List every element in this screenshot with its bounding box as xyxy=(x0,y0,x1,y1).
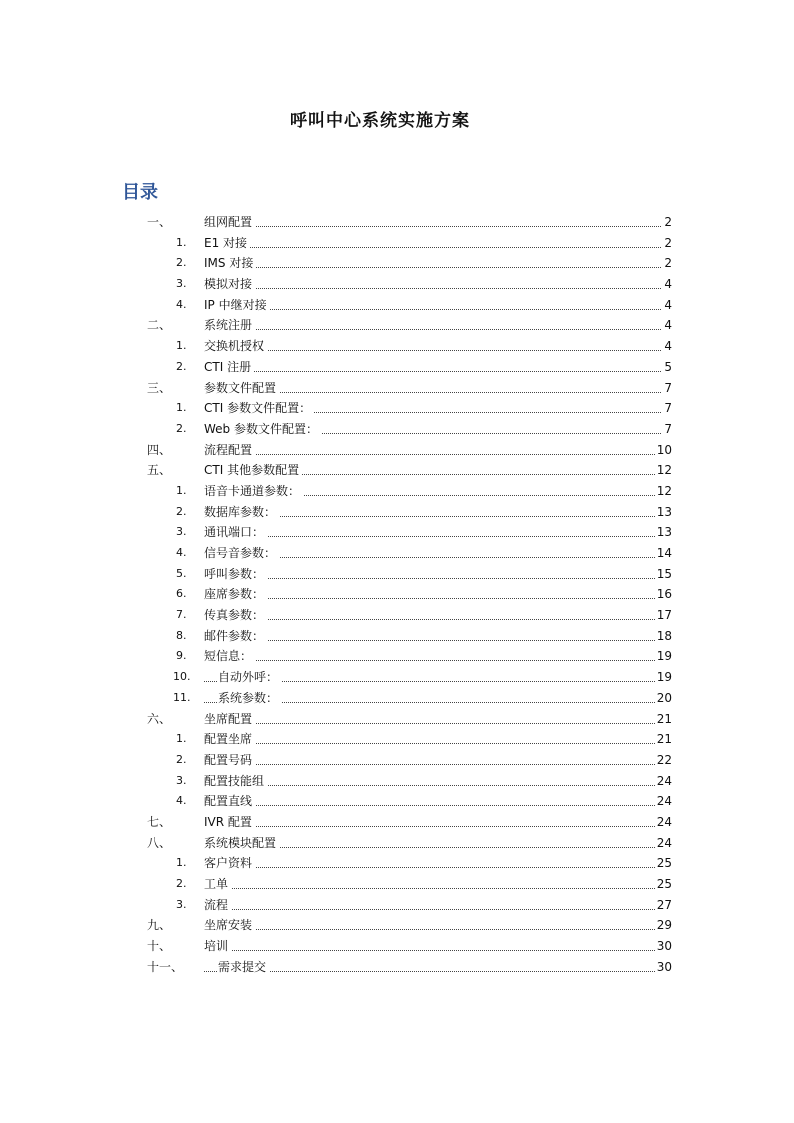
toc-dot-leader xyxy=(204,826,669,827)
toc-entry[interactable] xyxy=(0,729,794,750)
toc-entry[interactable] xyxy=(0,481,794,502)
toc-entry[interactable] xyxy=(0,853,794,874)
toc-entry-number: 1. xyxy=(176,483,187,497)
toc-entry-number: 4. xyxy=(176,794,187,808)
toc-dot-leader xyxy=(204,309,669,310)
toc-entry-number: 11. xyxy=(173,690,191,704)
toc-entry-label[interactable]: 配置技能组 xyxy=(204,771,267,792)
toc-dot-leader xyxy=(204,454,669,455)
toc-entry[interactable] xyxy=(0,833,794,854)
toc-entry-number: 七、 xyxy=(147,814,172,829)
table-of-contents xyxy=(0,212,794,977)
toc-entry-number: 十一、 xyxy=(147,959,184,974)
toc-dot-leader xyxy=(204,805,669,806)
toc-entry-number: 2. xyxy=(176,256,187,270)
toc-entry-label[interactable]: CTI 其他参数配置 xyxy=(204,460,302,481)
toc-entry-page-number: 2 xyxy=(662,253,672,274)
toc-entry-label[interactable]: IVR 配置 xyxy=(204,812,255,833)
toc-entry[interactable] xyxy=(0,460,794,481)
toc-entry-label[interactable]: 语音卡通道参数： xyxy=(204,481,303,502)
toc-entry-page-number: 20 xyxy=(655,688,672,709)
toc-dot-leader xyxy=(204,929,669,930)
toc-dot-leader xyxy=(204,950,669,951)
toc-entry-label[interactable]: 呼叫参数： xyxy=(204,564,267,585)
toc-entry-number: 1. xyxy=(176,235,187,249)
toc-entry[interactable] xyxy=(0,626,794,647)
toc-entry-page-number: 4 xyxy=(662,295,672,316)
toc-entry-page-number: 30 xyxy=(655,957,672,978)
toc-dot-leader xyxy=(204,598,669,599)
toc-entry-number: 10. xyxy=(173,670,191,684)
toc-entry-number: 3. xyxy=(176,277,187,291)
toc-dot-leader xyxy=(204,764,669,765)
toc-dot-leader xyxy=(204,288,669,289)
toc-entry-label[interactable]: 系统参数： xyxy=(218,688,281,709)
toc-entry[interactable] xyxy=(0,336,794,357)
toc-entry-number: 4. xyxy=(176,297,187,311)
toc-entry-number: 2. xyxy=(176,877,187,890)
toc-entry[interactable] xyxy=(0,543,794,564)
toc-entry[interactable] xyxy=(0,378,794,399)
toc-entry-page-number: 7 xyxy=(662,419,672,440)
toc-entry[interactable] xyxy=(0,419,794,440)
toc-dot-leader xyxy=(204,371,669,372)
toc-entry-label[interactable]: CTI 参数文件配置： xyxy=(204,398,314,419)
toc-dot-leader xyxy=(204,660,669,661)
toc-dot-leader xyxy=(204,536,669,537)
toc-entry-page-number: 21 xyxy=(655,709,672,730)
toc-entry[interactable] xyxy=(0,398,794,419)
toc-entry-number: 4. xyxy=(176,546,187,559)
toc-entry-page-number: 12 xyxy=(655,481,672,502)
toc-entry-page-number: 12 xyxy=(655,460,672,481)
toc-entry-page-number: 30 xyxy=(655,936,672,957)
toc-entry-page-number: 10 xyxy=(655,440,672,461)
toc-entry-page-number: 4 xyxy=(662,274,672,295)
toc-entry[interactable] xyxy=(0,584,794,605)
toc-entry-page-number: 2 xyxy=(662,233,672,254)
toc-entry-label[interactable]: 客户资料 xyxy=(204,853,255,874)
toc-entry[interactable] xyxy=(0,895,794,916)
toc-entry-label[interactable]: 系统模块配置 xyxy=(204,833,279,854)
toc-entry[interactable] xyxy=(0,440,794,461)
toc-entry-number: 9. xyxy=(176,649,187,663)
toc-entry-number: 三、 xyxy=(147,380,172,395)
toc-entry[interactable] xyxy=(0,564,794,585)
toc-entry[interactable] xyxy=(0,915,794,936)
toc-entry[interactable] xyxy=(0,957,794,978)
toc-entry-page-number: 19 xyxy=(655,667,672,688)
toc-entry-page-number: 13 xyxy=(655,522,672,543)
toc-entry-page-number: 2 xyxy=(662,212,672,233)
toc-entry-page-number: 24 xyxy=(655,771,672,792)
toc-entry-label[interactable]: 流程 xyxy=(204,895,231,916)
toc-entry[interactable] xyxy=(0,357,794,378)
toc-entry-label[interactable]: 配置号码 xyxy=(204,750,255,771)
toc-entry-number: 3. xyxy=(176,773,187,787)
toc-entry-label[interactable]: 参数文件配置 xyxy=(204,378,279,399)
toc-entry-number: 十、 xyxy=(147,939,172,954)
toc-entry-label[interactable]: 配置直线 xyxy=(204,791,255,812)
toc-entry-page-number: 25 xyxy=(655,874,672,895)
toc-entry-label[interactable]: CTI 注册 xyxy=(204,357,254,378)
toc-entry-page-number: 16 xyxy=(655,584,672,605)
toc-entry[interactable] xyxy=(0,688,794,709)
toc-entry-label[interactable]: 传真参数： xyxy=(204,605,267,626)
toc-dot-leader xyxy=(204,578,669,579)
toc-entry-page-number: 17 xyxy=(655,605,672,626)
toc-entry[interactable] xyxy=(0,502,794,523)
toc-dot-leader xyxy=(204,247,669,248)
toc-dot-leader xyxy=(204,888,669,889)
toc-entry-number: 九、 xyxy=(147,918,172,933)
toc-entry-label[interactable]: 组网配置 xyxy=(204,212,255,233)
toc-entry-number: 3. xyxy=(176,897,187,911)
toc-entry-number: 2. xyxy=(176,504,187,518)
toc-entry-number: 2. xyxy=(176,359,187,373)
toc-dot-leader xyxy=(204,909,669,910)
toc-entry-label[interactable]: Web 参数文件配置： xyxy=(204,419,321,440)
toc-entry-label[interactable]: 交换机授权 xyxy=(204,336,267,357)
toc-entry[interactable] xyxy=(0,667,794,688)
toc-entry-number: 6. xyxy=(176,587,187,601)
toc-dot-leader xyxy=(204,785,669,786)
toc-entry-label[interactable]: 自动外呼： xyxy=(218,667,281,688)
toc-entry-label[interactable]: E1 对接 xyxy=(204,233,250,254)
toc-entry-number: 1. xyxy=(176,732,187,746)
toc-entry-label[interactable]: 短信息： xyxy=(204,646,255,667)
toc-dot-leader xyxy=(204,619,669,620)
toc-entry[interactable] xyxy=(0,233,794,254)
toc-entry-page-number: 4 xyxy=(662,315,672,336)
toc-entry-page-number: 29 xyxy=(655,915,672,936)
toc-dot-leader xyxy=(204,329,669,330)
toc-entry-page-number: 19 xyxy=(655,646,672,667)
toc-entry-number: 八、 xyxy=(147,835,172,850)
toc-entry-number: 一、 xyxy=(147,215,172,229)
toc-entry-page-number: 24 xyxy=(655,791,672,812)
toc-entry[interactable] xyxy=(0,605,794,626)
toc-entry-number: 四、 xyxy=(147,442,172,457)
toc-entry[interactable] xyxy=(0,709,794,730)
toc-entry-label[interactable]: 坐席配置 xyxy=(204,709,255,730)
toc-entry-label[interactable]: 工单 xyxy=(204,874,231,895)
toc-entry[interactable] xyxy=(0,295,794,316)
document-title: 呼叫中心系统实施方案 xyxy=(290,111,470,131)
toc-entry-page-number: 24 xyxy=(655,812,672,833)
toc-entry-page-number: 22 xyxy=(655,750,672,771)
toc-entry-number: 六、 xyxy=(147,711,172,726)
toc-entry-page-number: 4 xyxy=(662,336,672,357)
toc-entry-label[interactable]: 坐席安装 xyxy=(204,915,255,936)
toc-entry-page-number: 5 xyxy=(662,357,672,378)
toc-entry[interactable] xyxy=(0,750,794,771)
toc-entry-label[interactable]: 模拟对接 xyxy=(204,274,255,295)
toc-entry-number: 1. xyxy=(176,856,187,870)
toc-entry-page-number: 27 xyxy=(655,895,672,916)
toc-entry-number: 7. xyxy=(176,608,187,622)
toc-entry-number: 1. xyxy=(176,401,187,415)
toc-entry[interactable] xyxy=(0,771,794,792)
toc-heading: 目录 xyxy=(122,182,158,203)
toc-entry-label[interactable]: IMS 对接 xyxy=(204,253,256,274)
toc-entry[interactable] xyxy=(0,274,794,295)
toc-entry[interactable] xyxy=(0,212,794,233)
toc-entry-page-number: 13 xyxy=(655,502,672,523)
toc-entry-label[interactable]: IP 中继对接 xyxy=(204,295,270,316)
toc-dot-leader xyxy=(204,743,669,744)
toc-entry-page-number: 21 xyxy=(655,729,672,750)
toc-entry-label[interactable]: 流程配置 xyxy=(204,440,255,461)
toc-entry-page-number: 7 xyxy=(662,378,672,399)
toc-entry[interactable] xyxy=(0,874,794,895)
toc-dot-leader xyxy=(204,867,669,868)
toc-entry-number: 3. xyxy=(176,525,187,539)
toc-entry-page-number: 7 xyxy=(662,398,672,419)
toc-entry-label[interactable]: 培训 xyxy=(204,936,231,957)
toc-entry-label[interactable]: 通讯端口： xyxy=(204,522,267,543)
toc-entry-label[interactable]: 数据库参数： xyxy=(204,502,279,523)
toc-entry-label[interactable]: 配置坐席 xyxy=(204,729,255,750)
toc-entry-page-number: 25 xyxy=(655,853,672,874)
toc-entry[interactable] xyxy=(0,812,794,833)
toc-entry-label[interactable]: 座席参数： xyxy=(204,584,267,605)
toc-entry-page-number: 15 xyxy=(655,564,672,585)
toc-dot-leader xyxy=(204,267,669,268)
toc-entry-number: 2. xyxy=(176,421,187,435)
toc-entry-number: 8. xyxy=(176,628,187,642)
toc-entry[interactable] xyxy=(0,646,794,667)
toc-entry-number: 1. xyxy=(176,339,187,353)
toc-entry-number: 5. xyxy=(176,566,187,580)
toc-dot-leader xyxy=(204,971,669,972)
toc-dot-leader xyxy=(204,226,669,227)
toc-entry-label[interactable]: 需求提交 xyxy=(218,957,269,978)
toc-entry-page-number: 14 xyxy=(655,543,672,564)
toc-dot-leader xyxy=(204,640,669,641)
toc-entry-label[interactable]: 邮件参数： xyxy=(204,626,267,647)
toc-dot-leader xyxy=(204,723,669,724)
toc-entry-page-number: 24 xyxy=(655,833,672,854)
toc-entry[interactable] xyxy=(0,253,794,274)
toc-entry[interactable] xyxy=(0,315,794,336)
toc-entry[interactable] xyxy=(0,522,794,543)
toc-entry-label[interactable]: 系统注册 xyxy=(204,315,255,336)
toc-entry-number: 2. xyxy=(176,752,187,766)
toc-entry-number: 五、 xyxy=(147,463,172,478)
toc-dot-leader xyxy=(204,350,669,351)
toc-entry-number: 二、 xyxy=(147,318,172,333)
toc-entry-label[interactable]: 信号音参数： xyxy=(204,543,279,564)
toc-entry-page-number: 18 xyxy=(655,626,672,647)
toc-entry[interactable] xyxy=(0,936,794,957)
toc-entry[interactable] xyxy=(0,791,794,812)
